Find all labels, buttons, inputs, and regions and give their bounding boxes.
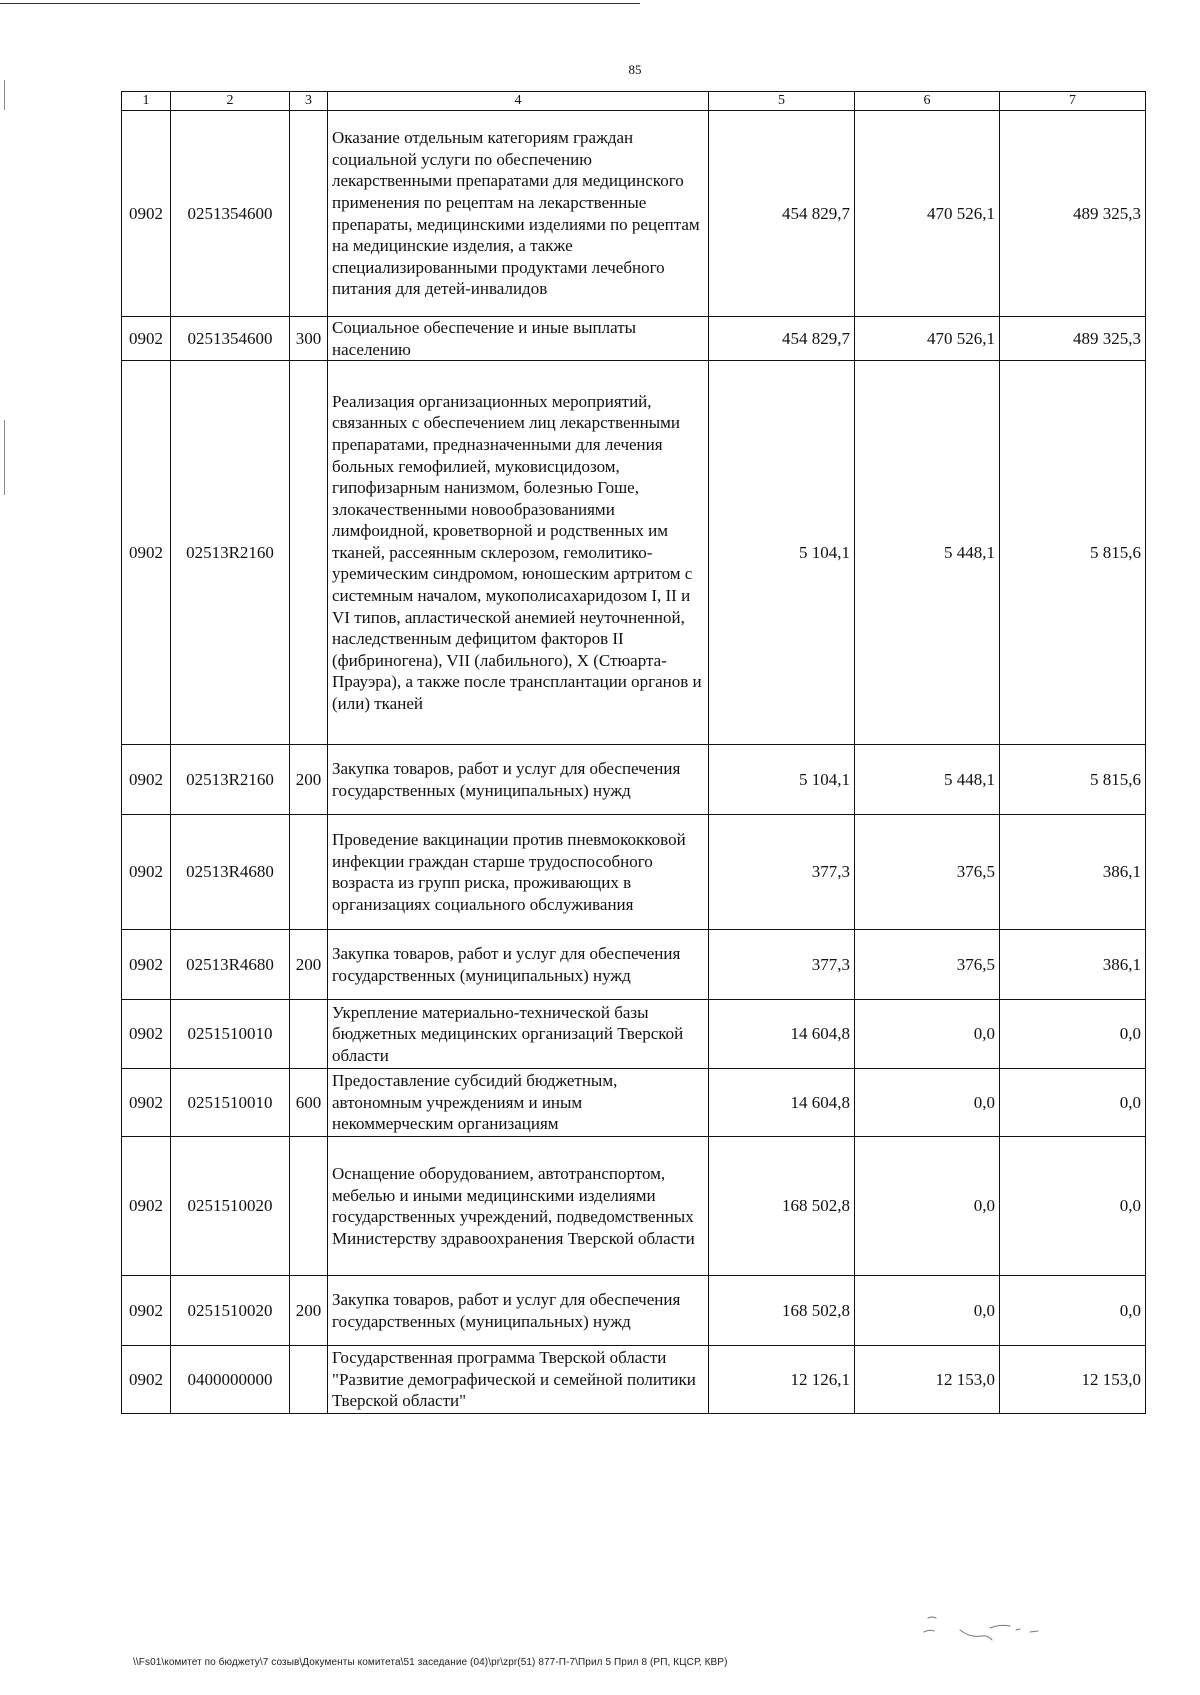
table-row [122,1276,1146,1346]
amount-col-5: 5 104,1 [709,361,855,745]
amount-col-6: 5 448,1 [855,745,1000,815]
section-code: 0902 [122,1000,171,1069]
amount-col-6: 470 526,1 [855,111,1000,317]
item-name: Закупка товаров, работ и услуг для обеспечения государственных (муниципальных) нужд [328,1276,709,1346]
table-row [122,1000,1146,1069]
amount-col-7: 0,0 [1000,1276,1146,1346]
amount-col-6: 0,0 [855,1000,1000,1069]
amount-col-6: 376,5 [855,815,1000,930]
target-article-code: 0251354600 [171,111,290,317]
item-name: Реализация организационных мероприятий, связанных с обеспечением лиц лекарственными препаратами, предназначенными для лечения больных гемофилией, муковисцидозом, гипофизарным нанизмом, болезнью Гоше, злокачественными новообразованиями лимфоидной, кроветворной и родственных им тканей, рассеянным склерозом, гемолитико-уремическим синдромом, юношеским артритом с системным началом, мукополисахаридозом I, II и VI типов, апластической анемией неуточненной, наследственным дефицитом факторов II (фибриногена), VII (лабильного), X (Стюарта-Прауэра), а также после трансплантации органов и (или) тканей [328,361,709,745]
table-row [122,1346,1146,1414]
amount-col-7: 386,1 [1000,930,1146,1000]
amount-col-6: 0,0 [855,1069,1000,1137]
amount-col-5: 14 604,8 [709,1069,855,1137]
table-row [122,361,1146,745]
header-col-1: 1 [122,92,171,111]
table-row [122,111,1146,317]
item-name: Укрепление материально-технической базы бюджетных медицинских организаций Тверской области [328,1000,709,1069]
amount-col-7: 0,0 [1000,1000,1146,1069]
expense-type-code: 600 [290,1069,328,1137]
section-code: 0902 [122,1137,171,1276]
target-article-code: 0251354600 [171,317,290,361]
amount-col-7: 0,0 [1000,1137,1146,1276]
target-article-code: 0251510010 [171,1069,290,1137]
header-col-7: 7 [1000,92,1146,111]
item-name: Закупка товаров, работ и услуг для обеспечения государственных (муниципальных) нужд [328,930,709,1000]
amount-col-6: 470 526,1 [855,317,1000,361]
table-row [122,815,1146,930]
header-row [122,92,1146,111]
table-row [122,745,1146,815]
target-article-code: 02513R2160 [171,745,290,815]
item-name: Социальное обеспечение и иные выплаты населению [328,317,709,361]
amount-col-6: 0,0 [855,1137,1000,1276]
header-col-6: 6 [855,92,1000,111]
amount-col-7: 5 815,6 [1000,361,1146,745]
amount-col-7: 489 325,3 [1000,317,1146,361]
target-article-code: 0251510020 [171,1137,290,1276]
amount-col-7: 386,1 [1000,815,1146,930]
table-row [122,930,1146,1000]
handwritten-mark [920,1610,1070,1650]
expense-type-code: 200 [290,930,328,1000]
section-code: 0902 [122,1069,171,1137]
amount-col-5: 168 502,8 [709,1137,855,1276]
amount-col-7: 5 815,6 [1000,745,1146,815]
footer-file-path: \\Fs01\комитет по бюджету\7 созыв\Документы комитета\51 заседание (04)\pr\zpr(51) 877-П-7\Прил 5 Прил 8 (РП, КЦСР, КВР) [133,1657,728,1668]
item-name: Предоставление субсидий бюджетным, автономным учреждениям и иным некоммерческим организациям [328,1069,709,1137]
table-row [122,1137,1146,1276]
amount-col-7: 489 325,3 [1000,111,1146,317]
scan-margin-mark [4,80,5,110]
item-name: Проведение вакцинации против пневмококковой инфекции граждан старше трудоспособного возраста из групп риска, проживающих в организациях социального обслуживания [328,815,709,930]
expense-type-code [290,111,328,317]
table-row [122,317,1146,361]
section-code: 0902 [122,111,171,317]
target-article-code: 02513R4680 [171,930,290,1000]
item-name: Оснащение оборудованием, автотранспортом, мебелью и иными медицинскими изделиями государственных учреждений, подведомственных Министерству здравоохранения Тверской области [328,1137,709,1276]
item-name: Закупка товаров, работ и услуг для обеспечения государственных (муниципальных) нужд [328,745,709,815]
item-name: Оказание отдельным категориям граждан социальной услуги по обеспечению лекарственными препаратами для медицинского применения по рецептам на лекарственные препараты, медицинскими изделиями по рецептам на медицинские изделия, а также специализированными продуктами лечебного питания для детей-инвалидов [328,111,709,317]
amount-col-5: 12 126,1 [709,1346,855,1414]
target-article-code: 0251510020 [171,1276,290,1346]
expense-type-code [290,1346,328,1414]
scan-top-rule [0,3,640,4]
amount-col-5: 14 604,8 [709,1000,855,1069]
amount-col-6: 0,0 [855,1276,1000,1346]
section-code: 0902 [122,815,171,930]
amount-col-5: 168 502,8 [709,1276,855,1346]
amount-col-5: 5 104,1 [709,745,855,815]
target-article-code: 02513R4680 [171,815,290,930]
expense-type-code [290,1000,328,1069]
expense-type-code: 300 [290,317,328,361]
amount-col-6: 376,5 [855,930,1000,1000]
header-col-5: 5 [709,92,855,111]
table-row [122,1069,1146,1137]
amount-col-5: 377,3 [709,815,855,930]
amount-col-6: 12 153,0 [855,1346,1000,1414]
section-code: 0902 [122,317,171,361]
item-name: Государственная программа Тверской области "Развитие демографической и семейной политики Тверской области" [328,1346,709,1414]
section-code: 0902 [122,1276,171,1346]
section-code: 0902 [122,745,171,815]
amount-col-5: 454 829,7 [709,317,855,361]
section-code: 0902 [122,361,171,745]
header-col-4: 4 [328,92,709,111]
expense-type-code: 200 [290,745,328,815]
header-col-2: 2 [171,92,290,111]
budget-table [121,91,1146,1414]
target-article-code: 02513R2160 [171,361,290,745]
amount-col-7: 12 153,0 [1000,1346,1146,1414]
amount-col-5: 377,3 [709,930,855,1000]
scan-margin-mark [4,420,5,495]
amount-col-5: 454 829,7 [709,111,855,317]
page-number: 85 [628,62,642,77]
expense-type-code [290,1137,328,1276]
expense-type-code: 200 [290,1276,328,1346]
amount-col-7: 0,0 [1000,1069,1146,1137]
header-col-3: 3 [290,92,328,111]
section-code: 0902 [122,1346,171,1414]
expense-type-code [290,815,328,930]
target-article-code: 0251510010 [171,1000,290,1069]
section-code: 0902 [122,930,171,1000]
amount-col-6: 5 448,1 [855,361,1000,745]
target-article-code: 0400000000 [171,1346,290,1414]
expense-type-code [290,361,328,745]
